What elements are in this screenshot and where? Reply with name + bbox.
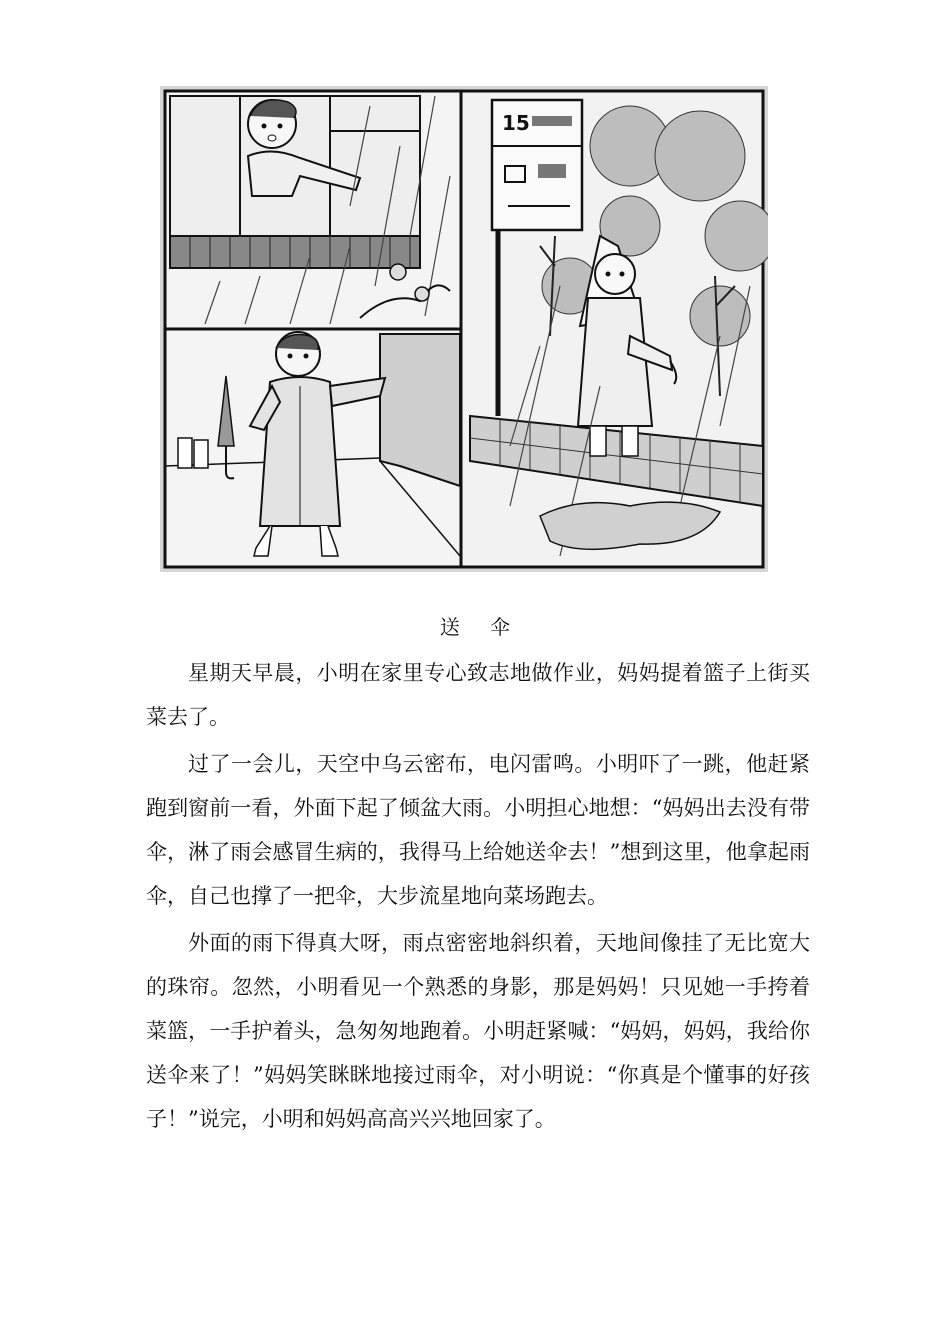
story-paragraph: 过了一会儿，天空中乌云密布，电闪雷鸣。小明吓了一跳，他赶紧跑到窗前一看，外面下起了倾盆大雨。小明担心地想：“妈妈出去没有带伞，淋了雨会感冒生病的，我得马上给她送伞去！”想到这里，他拿起雨伞，自己也撑了一把伞，大步流星地向菜场跑去。 <box>146 752 810 908</box>
panel-bus-stop <box>461 91 768 567</box>
panel-umbrella <box>165 329 461 567</box>
panel-window <box>165 91 461 329</box>
bus-sign-number: 15 <box>502 111 530 135</box>
story-paragraph: 星期天早晨，小明在家里专心致志地做作业，妈妈提着篮子上街买菜去了。 <box>146 661 810 729</box>
comic-drawing <box>160 86 768 572</box>
story-paragraph: 外面的雨下得真大呀，雨点密密地斜织着，天地间像挂了无比宽大的珠帘。忽然，小明看见一个熟悉的身影，那是妈妈！只见她一手挎着菜篮，一手护着头，急匆匆地跑着。小明赶紧喊：“妈妈，妈妈，我给你送伞来了！”妈妈笑眯眯地接过雨伞，对小明说：“你真是个懂事的好孩子！”说完，小明和妈妈高高兴兴地回家了。 <box>146 931 810 1131</box>
story-body <box>146 651 810 1144</box>
comic-illustration <box>160 86 768 572</box>
story-title: 送 伞 <box>439 615 523 639</box>
